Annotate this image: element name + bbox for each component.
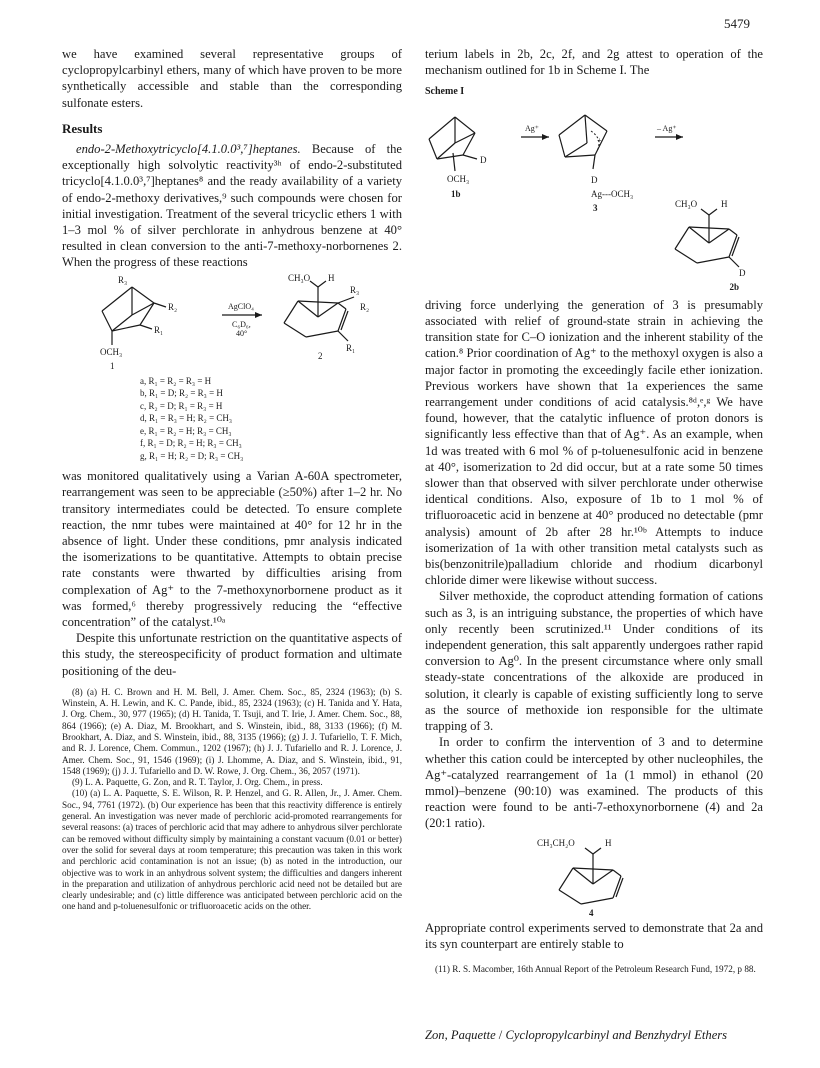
scheme-2b-ch3o: CH₃O [675, 198, 698, 209]
reference-10: (10) (a) L. A. Paquette, S. E. Wilson, R. P. Henzel, and G. R. Allen, Jr., J. Amer. Chem. Soc., 94, 7761 (1972). (b) Our experience has been that this reactivity difference is entirely general. An investigation was never made of perchloric acid-promoted rearrangements for several reasons: (a) traces of perchloric acid that may adhere to anhydrous silver perchlorate can be removed without difficulty simply by maintaining a constant vacuum (0.01 or better) over the solid for several days at room temperature; this precaution was taken in this work and perchloric acid contamination is not an issue; (b) as noted in the introduction, our objective was to work in an anhydrous solvent system; the difficulties and dangers inherent in the preparation and utilization of anhydrous perchloric acid need not be detailed but are clearly undesirable; and (c) little difference was anticipated between perchloric acid on the one hand and p-toluenesulfonic or trifluoroacetic acids on the other. [62, 788, 402, 912]
right-paragraph-4: Appropriate control experiments served to demonstrate that 2a and its syn counterpart are entirely stable to [425, 920, 763, 951]
fig1-och3: OCH₃ [100, 346, 123, 357]
scheme-2b-d: D [739, 267, 746, 278]
fig1-h: H [328, 272, 335, 283]
substituent-e: e, R₁ = R₂ = H; R₃ = CH₃ [140, 425, 232, 436]
footer-separator: / [495, 1028, 506, 1042]
page-footer [425, 1028, 763, 1043]
para1-text: Because of the exceptionally high solvolytic reactivity³ʰ of endo-2-substituted tricyclo[4.1.0.0³,⁷]heptanes⁸ and the ready availability of a variety of endo-2-methoxy derivatives,⁹ such compounds were chosen for initial investigation. Treatment of the several tricyclic ethers 1 with 1–3 mol % of silver perchlorate in anhydrous benzene at 40° resulted in clean conversion to the anti-7-methoxy-norbornenes 2. When the progress of these reactions [62, 142, 402, 270]
references-right [425, 964, 763, 975]
fig4-label: 4 [589, 907, 594, 918]
fig1-label-1: 1 [110, 360, 115, 371]
footer-title: Cyclopropylcarbinyl and Benzhydryl Ethers [505, 1028, 728, 1042]
fig1-product-r1: R₁ [346, 342, 356, 353]
right-paragraph-3: In order to confirm the intervention of 3 and to determine whether this cation could be intercepted by other nucleophiles, the Ag⁺-catalyzed rearrangement of 1a (1 mmol) in ethanol (20 mmol)–benzene (90:10) was examined. The products of this reaction were found to be anti-7-ethoxynorbornene (4) and 2a (20:1 ratio). [425, 735, 763, 831]
fig1-product-r2: R₂ [360, 301, 370, 312]
results-heading: Results [62, 120, 103, 136]
scheme-ag-och3: Ag---OCH₃ [591, 188, 634, 199]
scheme-label-1b: 1b [451, 188, 461, 199]
reference-8: (8) (a) H. C. Brown and H. M. Bell, J. Amer. Chem. Soc., 85, 2324 (1963); (b) S. Winstein, A. H. Lewin, and K. C. Pande, ibid., 85, 2324 (1963); (c) H. Tanida and Y. Hata, J. Org. Chem., 30, 977 (1965); (d) H. Tanida, T. Tsuji, and T. Irie, J. Amer. Chem. Soc., 88, 864 (1966); (e) A. Diaz, M. Brookhart, and S. Winstein, ibid., 88, 3133 (1966); (f) M. Brookhart, A. Diaz, and S. Winstein, ibid., 88, 3135 (1966); (g) J. J. Tufariello, T. F. Mich, and R. J. Lorence, Chem. Commun., 1202 (1967); (h) J. J. Tufariello and R. J. Lorence, J. Amer. Chem. Soc., 91, 1546 (1969); (i) J. Lhomme, A. Diaz, and S. Winstein, ibid., 91, 1548 (1969); (j) J. J. Tufariello and D. W. Rowe, J. Org. Chem., 36, 2057 (1971). [62, 686, 402, 776]
fig1-reagent: AgClO₄ [228, 301, 254, 311]
substituent-d: d, R₁ = R₃ = H; R₂ = CH₃ [140, 413, 233, 424]
structure-4 [425, 834, 763, 918]
left-intro-paragraph: we have examined several representative groups of cyclopropylcarbinyl ethers, many of which have proven to be more synthetically accessible and stable than the corresponding sulfonate esters. [62, 47, 402, 110]
fig1-solvent: C₆D₆, [232, 319, 251, 329]
right-intro-paragraph: terium labels in 2b, 2c, 2f, and 2g attest to operation of the mechanism outlined for 1b in Scheme I. The [425, 47, 763, 78]
reference-11: (11) R. S. Macomber, 16th Annual Report of the Petroleum Research Fund, 1972, p 88. [435, 963, 756, 974]
right-column [425, 46, 763, 975]
fig1-product-r3: R₃ [350, 284, 360, 295]
fig1-temperature: 40° [236, 328, 248, 338]
fig1-ch3o: CH₃O [288, 272, 311, 283]
fig4-ch3ch2o: CH₃CH₂O [537, 837, 575, 848]
scheme-3-d: D [591, 174, 598, 185]
fig1-r2: R₂ [168, 301, 178, 312]
scheme-label-3: 3 [593, 202, 598, 213]
scheme-label-2b: 2b [729, 281, 739, 292]
fig1-label-2: 2 [318, 350, 323, 361]
fig1-r3: R₃ [118, 274, 128, 285]
substituent-g: g, R₁ = H; R₂ = D; R₃ = CH₃ [140, 450, 244, 461]
scheme-title: Scheme I [425, 86, 465, 98]
scheme-2b-h: H [721, 198, 728, 209]
right-paragraph-2: Silver methoxide, the coproduct attending formation of cations such as 3, is an intriguing substance, the properties of which have only recently been scrutinized.¹¹ Under conditions of its independent generation, this salt apparently undergoes rather rapid conversion to Ag⁰. In the present circumstance where only small steady-state concentrations of the alkoxide are produced in solution, it clearly is capable of existing sufficiently long to serve as the source of methoxide ion responsible for the ultimate trapping of 3. [425, 589, 763, 734]
substituent-c: c, R₂ = D; R₁ = R₃ = H [140, 400, 223, 411]
page-number: 5479 [724, 16, 750, 31]
footer-authors: Zon, Paquette [425, 1028, 496, 1042]
right-paragraph-1: driving force underlying the generation of 3 is presumably associated with relief of ground-state strain in achieving the transition state for C–O ionization and the inherent stability of the cation.⁸ Prior coordination of Ag⁺ to the methoxyl oxygen is also a major factor in promoting the exceedingly facile ether ionization. Previous workers have shown that 1a experiences the same rearrangement under conditions of acid catalysis.⁸ᵈ,ᵉ,ᵍ We have found, however, that the catalytic influence of proton donors is significantly less effective than that of Ag⁺. As an example, when 1d was treated with 6 mol % of p-toluenesulfonic acid in benzene at 40°, isomerization to 2d did occur, but at a rate some 50 times slower than that observed with silver perchlorate under otherwise identical conditions. Also, exposure of 1b to 1 mol % of trifluoroacetic acid in benzene at 40° produced no detectable (pmr analysis) amount of 2b after 28 hr.¹⁰ᵇ Attempts to induce isomerization of 1a with other transition metal catalysts such as bis(benzonitrile)palladium chloride and rhodium dicarbonyl chloride dimer were likewise without success. [425, 297, 763, 588]
substituent-a: a, R₁ = R₂ = R₃ = H [140, 375, 212, 386]
scheme-ag-reagent: Ag⁺ [525, 123, 539, 133]
scheme-minus-ag: – Ag⁺ [657, 123, 677, 133]
scheme-cation-charge: + [597, 135, 602, 145]
scheme-1 [425, 103, 763, 281]
results-paragraph-2: was monitored qualitatively using a Varian A-60A spectrometer, rearrangement was seen to be appreciable (≥50%) after 1–2 hr. No transitory intermediates could be detected. To ensure complete reaction, the nmr tubes were maintained at 40° for 12 hr in the absence of light. Under these conditions, pmr analysis indicated the isomerizations to be quantitative. Attempts to obtain precise rate constants were thwarted by difficulties arising from complexation of Ag⁺ to the 7-methoxynorbornene product as it was formed,⁶ thereby progressively reducing the “effective concentration” of the catalyst.¹⁰ᵃ [62, 469, 402, 629]
reference-9: (9) L. A. Paquette, G. Zon, and R. T. Taylor, J. Org. Chem., in press. [72, 777, 323, 788]
references-left [62, 687, 402, 913]
scheme-1b-och3: OCH₃ [447, 173, 470, 184]
substituent-b: b, R₁ = D; R₂ = R₃ = H [140, 388, 223, 399]
substituent-f: f, R₁ = D; R₂ = H; R₃ = CH₃ [140, 438, 242, 449]
reaction-figure-1 [62, 273, 402, 373]
fig4-h: H [605, 837, 612, 848]
fig1-r1: R₁ [154, 324, 164, 335]
left-column [62, 46, 402, 913]
scheme-1b-d: D [480, 154, 487, 165]
subheading: endo-2-Methoxytricyclo[4.1.0.0³,⁷]heptanes. [76, 142, 301, 157]
results-paragraph-3: Despite this unfortunate restriction on the quantitative aspects of this study, the stereospecificity of product formation and ultimate positioning of the deu- [62, 631, 402, 678]
results-paragraph-1 [62, 141, 402, 271]
substituent-list [140, 375, 402, 463]
